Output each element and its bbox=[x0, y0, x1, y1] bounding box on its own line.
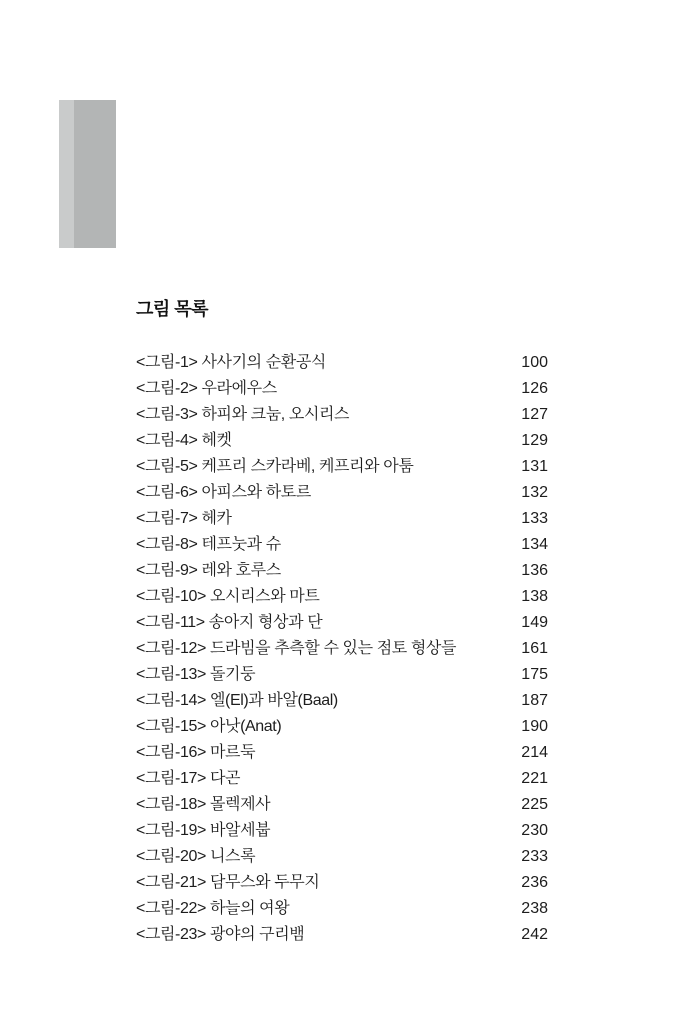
figure-entry bbox=[136, 454, 548, 480]
page-edge-mark-light bbox=[59, 100, 74, 248]
figure-entry-page-number: 100 bbox=[521, 354, 548, 371]
page-edge-mark bbox=[59, 100, 116, 248]
figure-entry bbox=[136, 584, 548, 610]
figure-entry bbox=[136, 896, 548, 922]
figure-entry-page-number: 225 bbox=[521, 796, 548, 813]
figure-entry-page-number: 221 bbox=[521, 770, 548, 787]
figure-entry bbox=[136, 766, 548, 792]
figure-entry-page-number: 136 bbox=[521, 562, 548, 579]
figure-entry-label: <그림-17> 다곤 bbox=[136, 770, 241, 787]
figure-entry-label: <그림-8> 테프눗과 슈 bbox=[136, 536, 281, 553]
figure-entry-page-number: 175 bbox=[521, 666, 548, 683]
figure-entry-label: <그림-3> 하피와 크눔, 오시리스 bbox=[136, 406, 350, 423]
figure-entry-label: <그림-19> 바알세붑 bbox=[136, 822, 271, 839]
figure-entry-label: <그림-1> 사사기의 순환공식 bbox=[136, 354, 326, 371]
figure-entry-label: <그림-7> 헤카 bbox=[136, 510, 232, 527]
figure-entry-page-number: 233 bbox=[521, 848, 548, 865]
figure-entry-page-number: 126 bbox=[521, 380, 548, 397]
figure-entry bbox=[136, 688, 548, 714]
figure-entry-page-number: 230 bbox=[521, 822, 548, 839]
figure-entry-label: <그림-10> 오시리스와 마트 bbox=[136, 588, 320, 605]
figure-entry bbox=[136, 714, 548, 740]
figure-entry bbox=[136, 662, 548, 688]
figure-entry-page-number: 149 bbox=[521, 614, 548, 631]
figure-entry bbox=[136, 636, 548, 662]
figure-entry-label: <그림-23> 광야의 구리뱀 bbox=[136, 926, 305, 943]
figure-entry bbox=[136, 532, 548, 558]
figure-entry-label: <그림-20> 니스록 bbox=[136, 848, 256, 865]
figure-entry-page-number: 214 bbox=[521, 744, 548, 761]
page-edge-mark-dark bbox=[74, 100, 116, 248]
figure-entry bbox=[136, 428, 548, 454]
figure-entry-label: <그림-6> 아피스와 하토르 bbox=[136, 484, 311, 501]
figure-entry-label: <그림-5> 케프리 스카라베, 케프리와 아툼 bbox=[136, 458, 414, 475]
figure-entry bbox=[136, 350, 548, 376]
figure-entry-page-number: 127 bbox=[521, 406, 548, 423]
figure-entry-label: <그림-13> 돌기둥 bbox=[136, 666, 256, 683]
figure-entry-label: <그림-18> 몰렉제사 bbox=[136, 796, 271, 813]
figure-entry bbox=[136, 376, 548, 402]
figure-entry-page-number: 132 bbox=[521, 484, 548, 501]
figure-entry bbox=[136, 558, 548, 584]
figure-entry-page-number: 133 bbox=[521, 510, 548, 527]
figure-entry-page-number: 238 bbox=[521, 900, 548, 917]
figure-entry-page-number: 129 bbox=[521, 432, 548, 449]
figure-entry-label: <그림-21> 담무스와 두무지 bbox=[136, 874, 320, 891]
figure-entry-label: <그림-2> 우라에우스 bbox=[136, 380, 277, 397]
figure-entry bbox=[136, 844, 548, 870]
figure-list bbox=[136, 350, 548, 948]
figure-entry-label: <그림-22> 하늘의 여왕 bbox=[136, 900, 290, 917]
figure-entry-page-number: 187 bbox=[521, 692, 548, 709]
figure-entry-label: <그림-15> 아낫(Anat) bbox=[136, 718, 282, 735]
figure-entry bbox=[136, 610, 548, 636]
figure-entry bbox=[136, 740, 548, 766]
figure-entry-page-number: 131 bbox=[521, 458, 548, 475]
figure-entry-label: <그림-16> 마르둑 bbox=[136, 744, 256, 761]
figure-entry-page-number: 161 bbox=[521, 640, 548, 657]
figure-entry bbox=[136, 402, 548, 428]
figure-entry bbox=[136, 792, 548, 818]
figure-entry-label: <그림-11> 송아지 형상과 단 bbox=[136, 614, 323, 631]
figure-entry-label: <그림-14> 엘(El)과 바알(Baal) bbox=[136, 692, 338, 709]
figure-entry bbox=[136, 480, 548, 506]
figure-entry bbox=[136, 506, 548, 532]
figure-entry-page-number: 236 bbox=[521, 874, 548, 891]
figure-entry-page-number: 190 bbox=[521, 718, 548, 735]
figure-entry-label: <그림-12> 드라빔을 추측할 수 있는 점토 형상들 bbox=[136, 640, 457, 657]
figure-entry-label: <그림-9> 레와 호루스 bbox=[136, 562, 281, 579]
figure-entry-label: <그림-4> 헤켓 bbox=[136, 432, 232, 449]
figure-entry-page-number: 138 bbox=[521, 588, 548, 605]
page-title: 그림 목록 bbox=[136, 299, 209, 319]
figure-entry bbox=[136, 818, 548, 844]
figure-entry-page-number: 134 bbox=[521, 536, 548, 553]
figure-entry bbox=[136, 870, 548, 896]
figure-entry bbox=[136, 922, 548, 948]
figure-entry-page-number: 242 bbox=[521, 926, 548, 943]
